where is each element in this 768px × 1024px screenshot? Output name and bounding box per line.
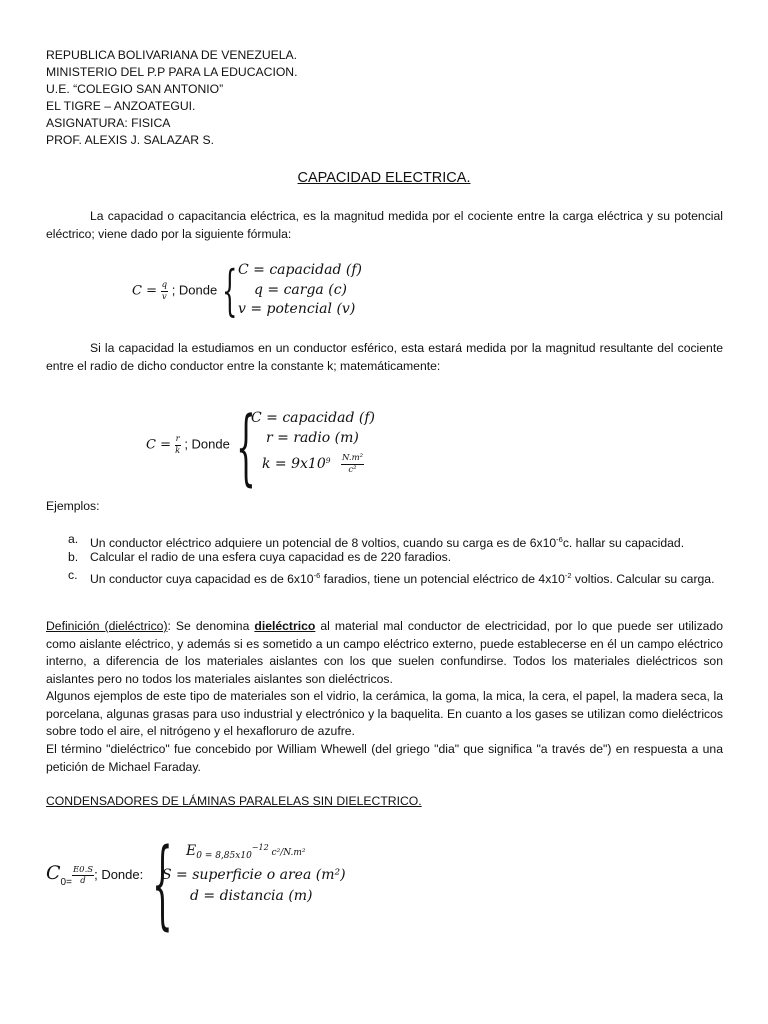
header-line-teacher: PROF. ALEXIS J. SALAZAR S. xyxy=(46,133,214,147)
donde-label: ; Donde xyxy=(184,436,230,452)
header-line-city: EL TIGRE – ANZOATEGUI. xyxy=(46,99,196,113)
fraction-denominator: k xyxy=(175,445,181,456)
case-distance: d = distancia (m) xyxy=(190,888,313,904)
definition-term: dieléctrico xyxy=(254,619,316,633)
formula-parallel-plates xyxy=(46,862,143,888)
examples-paragraph: Algunos ejemplos de este tipo de materiales son el vidrio, la cerámica, la goma, la mica, la cera, el papel, la madera seca, la porcelana, algunas grasas para uso industrial y electrónico y la baquelita. En cuanto a los gases se utilizan como dieléctricos sobre todo el aire, el nitrógeno y el hexafloruro de azufre. xyxy=(46,689,723,738)
case-radius: r = radio (m) xyxy=(266,430,359,446)
document-title: CAPACIDAD ELECTRICA. xyxy=(297,170,471,186)
list-text: Calcular el radio de una esfera cuya capacidad es de 220 faradios. xyxy=(90,550,452,564)
case-surface: S = superficie o area (m²) xyxy=(162,867,346,883)
case-potential: v = potencial (v) xyxy=(238,301,356,317)
formula-lhs: C = xyxy=(146,437,171,453)
formula-fraction xyxy=(72,866,94,886)
case-permittivity: $E_{0 = 8,85x10}^{-12}$ c²/N.m² xyxy=(186,843,306,861)
examples-label: Ejemplos: xyxy=(46,499,100,513)
case-capacity: C = capacidad (f) xyxy=(251,410,375,426)
formula-fraction xyxy=(161,281,168,301)
fraction-denominator: v xyxy=(161,291,167,302)
left-brace: { xyxy=(222,259,238,322)
sphere-paragraph: Si la capacidad la estudiamos en un conductor esférico, esta estará medida por la magnitud resultante del cociente entre el radio de dicho conductor entre la constante k; matemáticamente: xyxy=(46,341,723,373)
list-marker: a. xyxy=(68,532,79,546)
donde-label: ; Donde: xyxy=(94,867,144,882)
list-marker: c. xyxy=(68,568,78,582)
formula-fraction xyxy=(175,435,181,455)
formula-capacitance xyxy=(132,281,217,301)
fraction-numerator: q xyxy=(161,280,168,290)
list-text: Un conductor eléctrico adquiere un potencial de 8 voltios, cuando su carga es de $6x10^{-6}c$. hallar su capacidad. xyxy=(90,535,685,550)
units-numerator: N.m² xyxy=(341,453,364,463)
left-brace: { xyxy=(152,828,173,940)
fraction-denominator: d xyxy=(80,876,86,887)
section-title-capacitors: CONDENSADORES DE LÁMINAS PARALELAS SIN DIELECTRICO. xyxy=(46,794,422,808)
header-line-ministry: MINISTERIO DEL P.P PARA LA EDUCACION. xyxy=(46,65,298,79)
formula-sphere xyxy=(146,435,230,455)
constant-value: k = 9x10 xyxy=(262,456,326,472)
case-constant xyxy=(262,454,364,474)
formula-subscript: 0= xyxy=(60,877,72,888)
left-brace: { xyxy=(236,400,256,495)
origin-paragraph: El término "dieléctrico" fue concebido por William Whewell (del griego "dia" que significa "a través de") en respuesta a una petición de Michael Faraday. xyxy=(46,742,723,774)
case-charge: q = carga (c) xyxy=(254,282,347,298)
case-capacity: C = capacidad (f) xyxy=(238,262,362,278)
list-text: Un conductor cuya capacidad es de $6x10^{-6}$ faradios, tiene un potencial eléctrico de $4x10^{-2}$ voltios. Calcular su carga. xyxy=(90,571,715,586)
formula-lhs: C = xyxy=(132,283,157,299)
intro-paragraph: La capacidad o capacitancia eléctrica, es la magnitud medida por el cociente entre la carga eléctrica y su potencial eléctrico; viene dado por la siguiente fórmula: xyxy=(46,209,723,241)
units-denominator: c² xyxy=(348,464,357,475)
header-line-republic: REPUBLICA BOLIVARIANA DE VENEZUELA. xyxy=(46,48,298,62)
definition-paragraph: Definición (dieléctrico): Se denomina dieléctrico al material mal conductor de electricidad, por lo que puede ser utilizado como aislante eléctrico, y además si es sometido a un campo eléctrico externo, puede establecerse en él un campo eléctrico interno, a diferencia de los materiales aislantes con los que suelen confundirse. Todos los materiales dieléctricos son aislantes pero no todos los materiales aislantes son dieléctricos. xyxy=(46,619,724,686)
fraction-numerator: E0.S xyxy=(72,864,94,875)
definition-label: Definición (dieléctrico) xyxy=(46,619,168,633)
constant-exponent: 9 xyxy=(325,456,331,465)
fraction-numerator: r xyxy=(175,434,180,444)
donde-label: ; Donde xyxy=(171,282,218,298)
list-marker: b. xyxy=(68,550,79,564)
header-line-school: U.E. “COLEGIO SAN ANTONIO” xyxy=(46,82,224,96)
header-line-subject: ASIGNATURA: FISICA xyxy=(46,116,171,130)
formula-lhs: C xyxy=(46,862,61,884)
constant-units xyxy=(341,454,364,474)
